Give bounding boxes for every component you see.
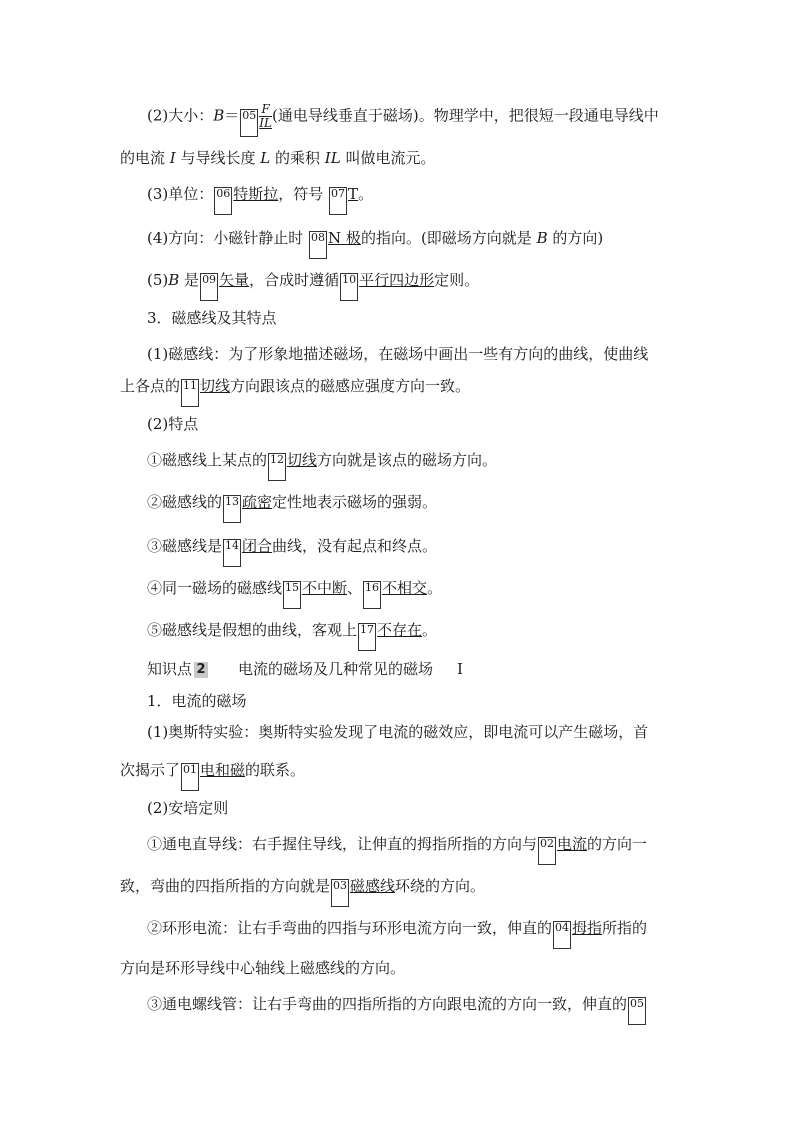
answer-text: 不相交 <box>382 579 428 597</box>
line-magnitude <box>147 103 659 137</box>
text: ③通电螺线管：让右手弯曲的四指所指的方向跟电流的方向一致，伸直的 <box>147 995 628 1013</box>
answer-number-box: 10 <box>340 273 358 301</box>
fraction <box>259 103 272 130</box>
answer-number-box: 13 <box>223 495 241 523</box>
text: ②环形电流：让右手弯曲的四指与环形电流方向一致，伸直的 <box>147 919 553 937</box>
answer-text: 平行四边形 <box>359 271 435 289</box>
answer-text: 闭合 <box>242 537 273 555</box>
answer-number-box: 04 <box>553 921 571 949</box>
text: ＝ <box>224 106 240 125</box>
answer-text: 不中断 <box>302 579 348 597</box>
symbol-i: I <box>169 149 176 167</box>
line-oersted <box>120 759 305 791</box>
list-item <box>147 993 647 1025</box>
text: (4)方向：小磁针静止时 <box>147 229 309 247</box>
text: 方向就是该点的磁场方向。 <box>317 451 498 469</box>
answer-number-box: 17 <box>358 623 376 651</box>
answer-text: 矢量 <box>219 271 250 289</box>
text: 上各点的 <box>120 377 181 395</box>
list-item <box>147 535 437 567</box>
list-item <box>147 449 497 481</box>
answer-number-box: 09 <box>200 273 218 301</box>
list-item <box>147 833 647 865</box>
text: 的方向) <box>547 229 604 247</box>
symbol-l: L <box>260 149 271 167</box>
list-item <box>147 491 437 523</box>
text: 所指的 <box>602 919 648 937</box>
list-item <box>147 619 437 651</box>
text: 的联系。 <box>245 761 306 779</box>
section-heading: 3．磁感线及其特点 <box>147 309 277 327</box>
text: 叫做电流元。 <box>340 149 436 167</box>
text: ②磁感线的 <box>147 493 223 511</box>
knowledge-point-heading <box>147 658 463 680</box>
section-heading: 1．电流的磁场 <box>147 692 247 710</box>
text: 的电流 <box>120 149 170 167</box>
text: ，合成时遵循 <box>249 271 340 289</box>
answer-text: 疏密 <box>242 493 273 511</box>
line-tangent <box>120 375 470 407</box>
answer-text: 电流 <box>557 835 588 853</box>
text: (5) <box>147 271 169 289</box>
answer-number-box: 15 <box>283 581 301 609</box>
fraction-numerator: F <box>259 103 272 117</box>
line-current-element <box>120 147 435 169</box>
paragraph-line: (1)奥斯特实验：奥斯特实验发现了电流的磁效应，即电流可以产生磁场，首 <box>147 723 649 741</box>
answer-number-box: 05 <box>240 109 258 137</box>
symbol-b: B <box>536 229 548 247</box>
fraction-denominator: IL <box>259 116 273 130</box>
answer-number-box: 16 <box>363 581 381 609</box>
answer-text: 切线 <box>200 377 231 395</box>
text: 。 <box>427 579 443 597</box>
list-item <box>147 917 647 949</box>
text: (2)大小： <box>147 106 214 125</box>
answer-text: N 极 <box>328 229 361 247</box>
paragraph-line: 方向是环形导线中心轴线上磁感线的方向。 <box>120 959 406 977</box>
text: ，符号 <box>278 185 329 203</box>
text: ⑤磁感线是假想的曲线，客观上 <box>147 621 358 639</box>
paragraph-line: (1)磁感线：为了形象地描述磁场，在磁场中画出一些有方向的曲线，使曲线 <box>147 345 649 363</box>
symbol-b: B <box>168 271 180 289</box>
knowledge-point-title: 电流的磁场及几种常见的磁场 <box>238 660 434 678</box>
symbol-b: B <box>213 106 225 125</box>
answer-number-box: 11 <box>181 379 199 407</box>
text: 环绕的方向。 <box>395 877 486 895</box>
answer-number-box: 06 <box>214 187 232 215</box>
list-item-continuation <box>120 875 485 907</box>
text: 的乘积 <box>270 149 325 167</box>
answer-number-box: 12 <box>268 453 286 481</box>
knowledge-point-level: Ⅰ <box>457 660 463 678</box>
symbol-il: IL <box>324 149 341 167</box>
answer-text: 磁感线 <box>350 877 396 895</box>
text: 的方向一 <box>587 835 648 853</box>
list-item <box>147 577 442 609</box>
answer-text: 切线 <box>287 451 318 469</box>
answer-text: T <box>348 185 359 203</box>
answer-number-box: 01 <box>181 763 199 791</box>
answer-number-box: 02 <box>538 837 556 865</box>
text: 是 <box>179 271 200 289</box>
answer-number-box: 05 <box>628 997 646 1025</box>
line-direction <box>147 227 603 259</box>
text: 定则。 <box>434 271 480 289</box>
answer-number-box: 14 <box>223 539 241 567</box>
answer-text: 不存在 <box>377 621 423 639</box>
text: ①通电直导线：右手握住导线，让伸直的拇指所指的方向与 <box>147 835 538 853</box>
text: 定性地表示磁场的强弱。 <box>272 493 438 511</box>
text: 次揭示了 <box>120 761 181 779</box>
text: 方向跟该点的磁感应强度方向一致。 <box>230 377 471 395</box>
answer-text: 拇指 <box>572 919 603 937</box>
knowledge-point-label: 知识点 <box>147 660 193 678</box>
text: ④同一磁场的磁感线 <box>147 579 283 597</box>
answer-text: 特斯拉 <box>233 185 279 203</box>
paragraph-line: (2)特点 <box>147 415 199 433</box>
text: ③磁感线是 <box>147 537 223 555</box>
text: 、 <box>347 579 363 597</box>
answer-number-box: 08 <box>309 231 327 259</box>
line-unit <box>147 183 373 215</box>
answer-text: 电和磁 <box>200 761 246 779</box>
text: (3)单位： <box>147 185 214 203</box>
text: 。 <box>422 621 438 639</box>
text: 致，弯曲的四指所指的方向就是 <box>120 877 331 895</box>
knowledge-point-number-badge: 2 <box>194 662 208 678</box>
paragraph-line: (2)安培定则 <box>147 799 229 817</box>
text: (通电导线垂直于磁场)。物理学中，把很短一段通电导线中 <box>272 106 659 125</box>
text: 。 <box>358 185 374 203</box>
text: ①磁感线上某点的 <box>147 451 268 469</box>
text: 与导线长度 <box>175 149 261 167</box>
answer-number-box: 07 <box>329 187 347 215</box>
answer-number-box: 03 <box>331 879 349 907</box>
text: 曲线，没有起点和终点。 <box>272 537 438 555</box>
text: 的指向。(即磁场方向就是 <box>360 229 537 247</box>
line-vector <box>147 269 479 301</box>
